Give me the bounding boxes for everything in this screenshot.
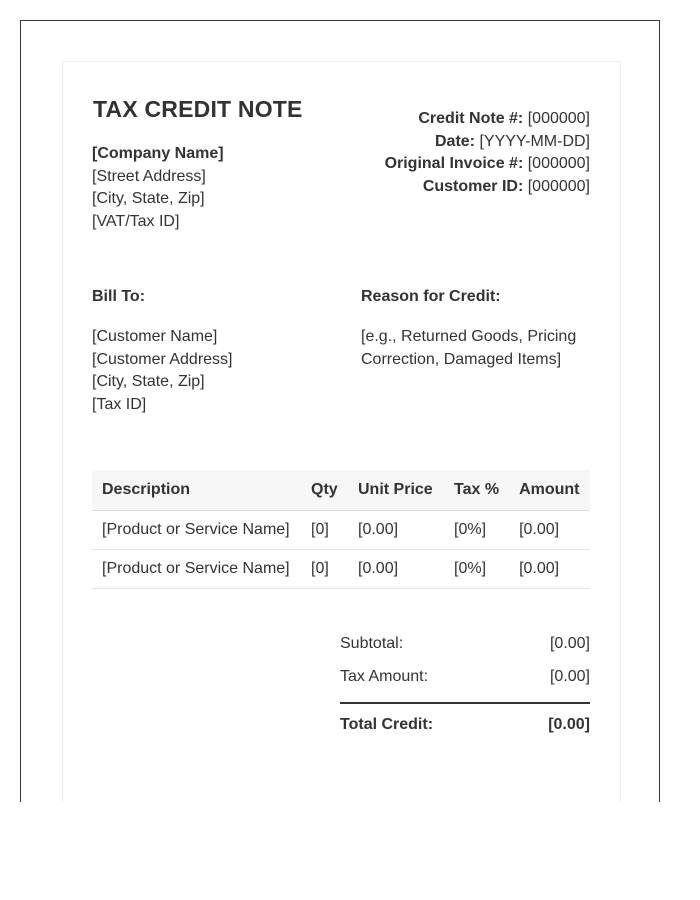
credit-note-number-value: [000000] — [527, 110, 590, 127]
subtotal-value: [0.00] — [549, 635, 590, 652]
customer-city: [City, State, Zip] — [92, 373, 205, 390]
customer-id-label: Customer ID: — [422, 177, 524, 195]
tax-amount-label: Tax Amount: — [340, 668, 429, 685]
cell-amount: [0.00] — [509, 550, 590, 589]
cell-qty: [0] — [301, 511, 348, 550]
cell-qty: [0] — [301, 550, 348, 589]
subtotal-label: Subtotal: — [340, 635, 404, 652]
total-credit-row — [340, 708, 590, 741]
original-invoice-value: [000000] — [527, 155, 590, 172]
customer-tax-id: [Tax ID] — [92, 395, 147, 413]
credit-note-meta — [385, 108, 590, 198]
line-items-table — [92, 470, 590, 589]
bill-to-block — [92, 326, 233, 416]
header-amount: Amount — [509, 470, 590, 511]
table-header-row — [92, 470, 590, 511]
original-invoice-row — [385, 153, 590, 176]
header-qty: Qty — [301, 470, 348, 511]
company-name: [Company Name] — [92, 145, 224, 162]
totals-divider — [340, 702, 590, 704]
subtotal-row — [340, 630, 590, 663]
tax-amount-row — [340, 663, 590, 696]
original-invoice-label: Original Invoice #: — [384, 155, 524, 172]
header-description: Description — [92, 470, 301, 511]
cell-tax: [0%] — [444, 550, 509, 589]
cell-tax: [0%] — [444, 511, 509, 550]
cell-unit-price: [0.00] — [348, 511, 444, 550]
total-credit-value: [0.00] — [548, 716, 590, 733]
cell-amount: [0.00] — [509, 511, 590, 550]
company-vat: [VAT/Tax ID] — [92, 212, 180, 230]
tax-amount-value: [0.00] — [549, 668, 590, 685]
reason-heading: Reason for Credit: — [361, 288, 501, 305]
customer-id-value: [000000] — [527, 177, 590, 195]
company-street: [Street Address] — [92, 167, 206, 185]
document-title: TAX CREDIT NOTE — [93, 96, 303, 122]
cell-unit-price: [0.00] — [348, 550, 444, 589]
date-label: Date: — [435, 132, 476, 150]
company-city: [City, State, Zip] — [92, 190, 205, 207]
credit-note-number-row — [385, 108, 590, 131]
totals-block — [340, 630, 590, 741]
reason-text: [e.g., Returned Goods, Pricing Correction, Damaged Items] — [361, 328, 577, 368]
customer-id-row — [385, 176, 590, 199]
table-row — [92, 550, 590, 589]
cell-description: [Product or Service Name] — [92, 550, 301, 589]
credit-note-number-label: Credit Note #: — [418, 110, 524, 127]
table-row — [92, 511, 590, 550]
date-value: [YYYY-MM-DD] — [479, 132, 590, 150]
company-block — [92, 143, 224, 233]
bill-to-heading: Bill To: — [92, 288, 146, 305]
customer-address: [Customer Address] — [92, 350, 233, 368]
header-tax: Tax % — [444, 470, 509, 511]
cell-description: [Product or Service Name] — [92, 511, 301, 550]
header-unit-price: Unit Price — [348, 470, 444, 511]
total-credit-label: Total Credit: — [340, 716, 434, 733]
date-row — [385, 131, 590, 154]
customer-name: [Customer Name] — [92, 328, 218, 345]
